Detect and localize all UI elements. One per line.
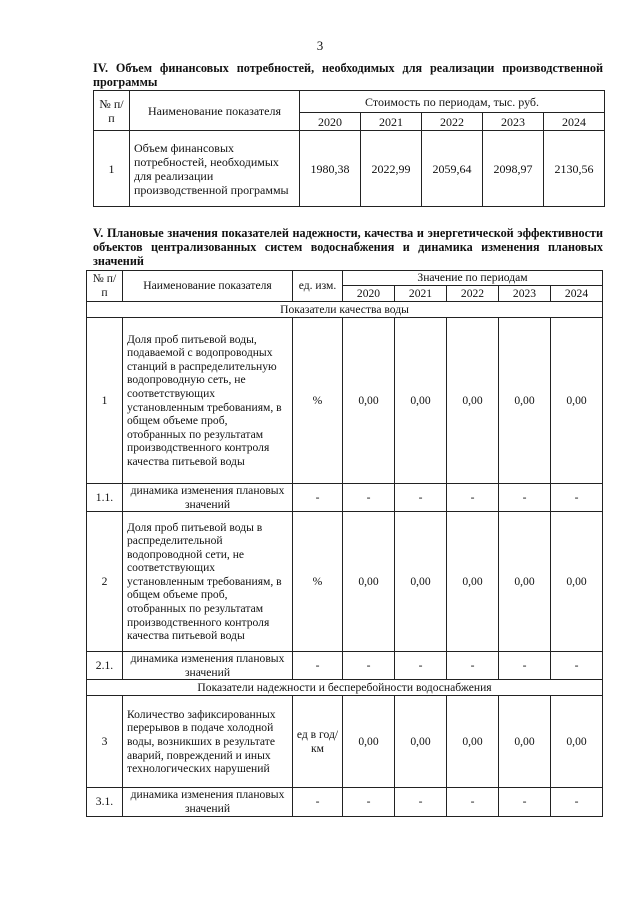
page-number: 3: [316, 38, 324, 53]
row-value: 0,00: [343, 318, 395, 484]
row-unit: ед в год/ км: [293, 696, 343, 788]
table-row: [87, 696, 603, 788]
row-value: 0,00: [551, 696, 603, 788]
row-name: динамика изменения плановых значений: [123, 788, 293, 816]
row-value: 0,00: [395, 318, 447, 484]
row-num: 2: [87, 512, 123, 652]
year-header: 2020: [343, 286, 395, 302]
header-num: № п/п: [87, 271, 123, 302]
year-header: 2023: [483, 113, 544, 131]
row-value: -: [447, 484, 499, 512]
row-value: -: [499, 788, 551, 816]
row-value: -: [551, 652, 603, 680]
row-value: -: [395, 652, 447, 680]
row-num: 1.1.: [87, 484, 123, 512]
row-name: Доля проб питьевой воды, подаваемой с водопроводных станций в распределительную водопроводную сеть, не соответствующих установленным требованиям, в общем объеме проб, отобранных по результатам производственного контроля качества питьевой воды: [123, 318, 293, 484]
year-header: 2024: [544, 113, 605, 131]
financial-needs-table: [93, 90, 605, 207]
table-row: [94, 131, 605, 207]
row-num: 3: [87, 696, 123, 788]
table-row: [87, 652, 603, 680]
section4-title: IV. Объем финансовых потребностей, необходимых для реализации производственной программы: [93, 61, 603, 89]
group-title: Показатели качества воды: [87, 302, 603, 318]
year-header: 2022: [447, 286, 499, 302]
row-num: 1: [87, 318, 123, 484]
table-row: [87, 512, 603, 652]
table-row: [87, 318, 603, 484]
row-value: 2098,97: [483, 131, 544, 207]
row-value: -: [551, 484, 603, 512]
row-value: 0,00: [447, 696, 499, 788]
row-value: 2059,64: [422, 131, 483, 207]
year-header: 2023: [499, 286, 551, 302]
row-value: 2130,56: [544, 131, 605, 207]
row-name: динамика изменения плановых значений: [123, 652, 293, 680]
year-header: 2020: [300, 113, 361, 131]
header-num: № п/п: [94, 91, 130, 131]
table-row: [87, 484, 603, 512]
row-value: 0,00: [499, 512, 551, 652]
row-name: Количество зафиксированных перерывов в подаче холодной воды, возникших в результате аварий, повреждений и иных технологических нарушений: [123, 696, 293, 788]
row-unit: -: [293, 652, 343, 680]
row-unit: -: [293, 788, 343, 816]
row-unit: %: [293, 512, 343, 652]
group-title: Показатели надежности и бесперебойности водоснабжения: [87, 680, 603, 696]
row-value: -: [551, 788, 603, 816]
row-name: динамика изменения плановых значений: [123, 484, 293, 512]
row-num: 1: [94, 131, 130, 207]
row-value: -: [343, 652, 395, 680]
row-value: -: [447, 652, 499, 680]
table-row: [87, 788, 603, 816]
row-value: -: [447, 788, 499, 816]
header-name: Наименование показателя: [130, 91, 300, 131]
row-value: 0,00: [499, 696, 551, 788]
year-header: 2021: [395, 286, 447, 302]
row-unit: -: [293, 484, 343, 512]
row-value: -: [395, 484, 447, 512]
row-value: 0,00: [343, 512, 395, 652]
row-name: Доля проб питьевой воды в распределительной водопроводной сети, не соответствующих установленным требованиям, в общем объеме проб, отобранных по результатам производственного контроля качества питьевой воды: [123, 512, 293, 652]
header-values: Значение по периодам: [343, 271, 603, 286]
year-header: 2022: [422, 113, 483, 131]
row-value: -: [499, 484, 551, 512]
row-num: 2.1.: [87, 652, 123, 680]
row-value: -: [343, 484, 395, 512]
row-value: 0,00: [551, 512, 603, 652]
row-value: -: [343, 788, 395, 816]
row-value: -: [499, 652, 551, 680]
year-header: 2021: [361, 113, 422, 131]
row-value: -: [395, 788, 447, 816]
header-unit: ед. изм.: [293, 271, 343, 302]
row-unit: %: [293, 318, 343, 484]
row-value: 0,00: [395, 696, 447, 788]
header-name: Наименование показателя: [123, 271, 293, 302]
row-value: 1980,38: [300, 131, 361, 207]
row-value: 0,00: [395, 512, 447, 652]
header-cost: Стоимость по периодам, тыс. руб.: [300, 91, 605, 113]
row-value: 0,00: [551, 318, 603, 484]
indicators-table: [86, 270, 603, 817]
section5-title: V. Плановые значения показателей надежности, качества и энергетической эффективности объектов централизованных систем водоснабжения и динамика изменения плановых значений: [93, 226, 603, 268]
row-value: 0,00: [447, 318, 499, 484]
row-value: 2022,99: [361, 131, 422, 207]
row-value: 0,00: [343, 696, 395, 788]
row-name: Объем финансовых потребностей, необходимых для реализации производственной программы: [130, 131, 300, 207]
year-header: 2024: [551, 286, 603, 302]
row-value: 0,00: [499, 318, 551, 484]
row-num: 3.1.: [87, 788, 123, 816]
row-value: 0,00: [447, 512, 499, 652]
